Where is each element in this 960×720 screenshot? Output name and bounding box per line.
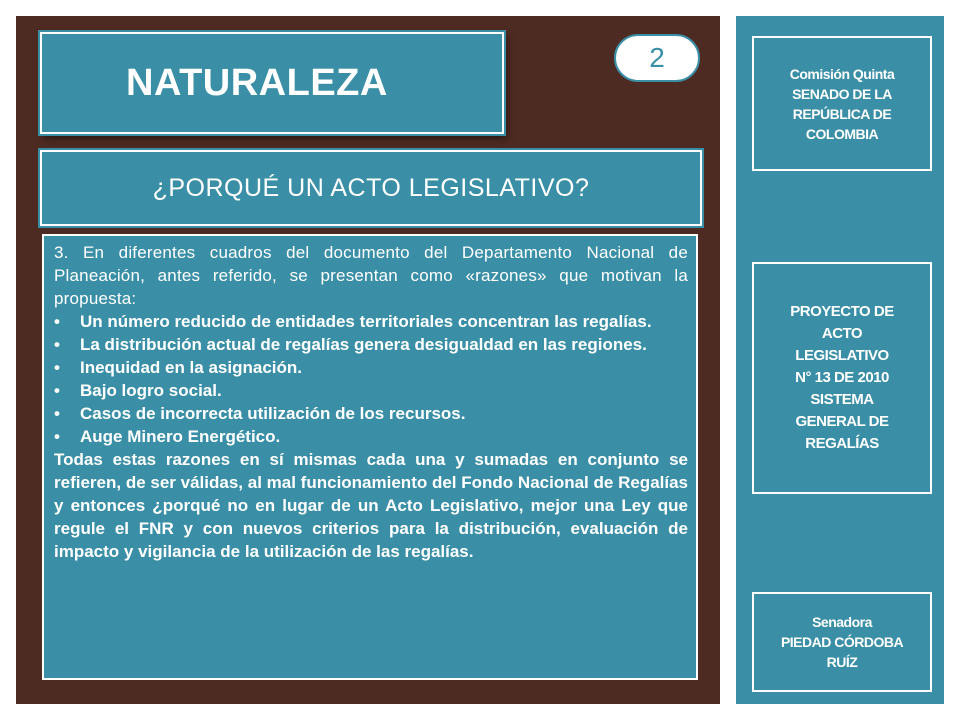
senator-line: PIEDAD CÓRDOBA [780, 634, 904, 650]
bullet-icon: • [54, 381, 60, 400]
senator-box [752, 592, 932, 692]
bullet-icon: • [54, 427, 60, 446]
commission-line: REPÚBLICA DE [792, 105, 892, 122]
project-line: ACTO [821, 325, 863, 342]
list-item-text: Auge Minero Energético. [80, 427, 281, 446]
commission-line: Comisión Quinta [789, 65, 895, 82]
content-box [42, 234, 698, 680]
slide-subtitle-text: ¿PORQUÉ UN ACTO LEGISLATIVO? [152, 173, 590, 202]
commission-line: COLOMBIA [805, 125, 879, 142]
list-item [54, 402, 688, 425]
project-line: LEGISLATIVO [795, 347, 889, 364]
page-number-badge [614, 34, 700, 82]
project-line: SISTEMA [810, 391, 874, 408]
slide-title-text: NATURALEZA [126, 61, 388, 104]
list-item-text: La distribución actual de regalías genera desigualdad en las regiones. [80, 335, 647, 354]
content-conclusion: Todas estas razones en sí mismas cada una y sumadas en conjunto se refieren, de ser válidas, al mal funcionamiento del Fondo Nacional de Regalías y entonces ¿porqué no en lugar de un Acto Legislativo, mejor una Ley que regule el FNR y con nuevos criterios para la distribución, evaluación de impacto y vigilancia de la utilización de las regalías. [54, 450, 688, 561]
project-line: N° 13 DE 2010 [795, 369, 889, 386]
bullet-icon: • [54, 312, 60, 331]
senator-line: RUÍZ [826, 654, 858, 670]
list-item-text: Casos de incorrecta utilización de los recursos. [80, 404, 466, 423]
slide-subtitle [40, 150, 702, 226]
slide-title [40, 32, 504, 134]
commission-box [752, 36, 932, 171]
list-item-text: Inequidad en la asignación. [80, 358, 302, 377]
bullet-icon: • [54, 358, 60, 377]
reasons-list [54, 310, 688, 448]
list-item [54, 356, 688, 379]
bullet-icon: • [54, 404, 60, 423]
project-line: GENERAL DE [795, 413, 889, 430]
bullet-icon: • [54, 335, 60, 354]
list-item [54, 379, 688, 402]
senator-line: Senadora [812, 614, 872, 630]
list-item [54, 310, 688, 333]
project-line: REGALÍAS [805, 435, 879, 452]
list-item [54, 333, 688, 356]
project-box [752, 262, 932, 494]
list-item-text: Bajo logro social. [80, 381, 222, 400]
page-number-text: 2 [649, 42, 665, 73]
list-item [54, 425, 688, 448]
commission-line: SENADO DE LA [792, 85, 892, 102]
list-item-text: Un número reducido de entidades territoriales concentran las regalías. [80, 312, 652, 331]
content-intro: 3. En diferentes cuadros del documento del Departamento Nacional de Planeación, antes referido, se presentan como «razones» que motivan la propuesta: [54, 243, 688, 308]
project-line: PROYECTO DE [790, 303, 894, 320]
